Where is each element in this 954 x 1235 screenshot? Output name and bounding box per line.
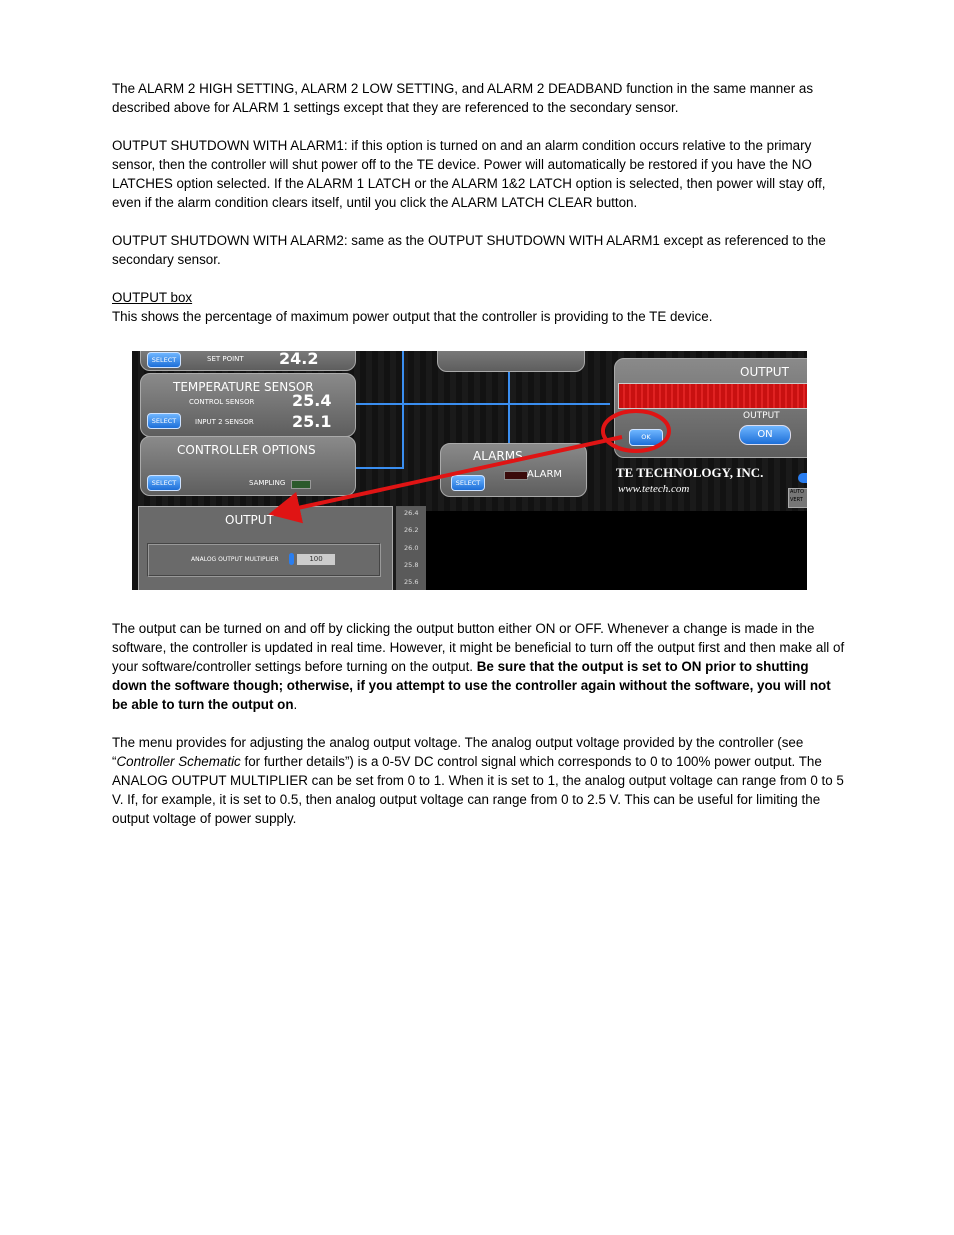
- annotation-overlay: [132, 351, 807, 590]
- paragraph-output-toggle: The output can be turned on and off by clicking the output button either ON or OFF. Whenever a change is made in the software, the controller is updated in real time. However, it might be beneficial to turn off the output first and then make all of your software/controller settings before turning on the output. Be sure that the output is set to ON prior to shutting down the software though; otherwise, if you attempt to use the controller again without the software, you will not be able to turn the output on.: [112, 621, 845, 712]
- controller-options-select-button[interactable]: SELECT: [147, 475, 181, 491]
- temperature-sensor-select-button[interactable]: SELECT: [147, 413, 181, 429]
- set-point-value: 24.2: [279, 351, 319, 368]
- output-on-toggle[interactable]: ON: [739, 425, 791, 445]
- red-arrow: [284, 437, 622, 511]
- alarm-label: ALARM: [527, 469, 563, 480]
- red-circle-highlight: [603, 411, 669, 451]
- input2-sensor-label: INPUT 2 SENSOR: [195, 418, 254, 426]
- sampling-label: SAMPLING: [249, 479, 286, 487]
- alarms-title: ALARMS: [473, 449, 523, 463]
- company-website: www.tetech.com: [618, 483, 690, 495]
- output-box-title: OUTPUT: [225, 513, 274, 527]
- paragraph-output-box: This shows the percentage of maximum power output that the controller is providing to the TE device.: [112, 309, 713, 324]
- multiplier-input[interactable]: 100: [297, 554, 335, 565]
- temperature-sensor-title: TEMPERATURE SENSOR: [173, 380, 314, 394]
- y-tick: 26.2: [404, 526, 419, 534]
- multiplier-label: ANALOG OUTPUT MULTIPLIER: [191, 556, 279, 563]
- paragraph-shutdown-alarm1: OUTPUT SHUTDOWN WITH ALARM1: if this option is turned on and an alarm condition occurs relative to the primary sensor, then the controller will shut power off to the TE device. Power will automatically be restored if you have the NO LATCHES option selected. If the ALARM 1 LATCH or the ALARM 1&2 LATCH option is selected, then power will stay off, even if the alarm condition clears itself, until you click the ALARM LATCH CLEAR button.: [112, 138, 826, 210]
- set-point-label: SET POINT: [207, 355, 244, 363]
- control-sensor-value: 25.4: [292, 391, 332, 410]
- paragraph-analog-output: The menu provides for adjusting the analog output voltage. The analog output voltage provided by the controller (see “Controller Schematic for further details”) is a 0-5V DC control signal which corresponds to 0 to 100% power output. The ANALOG OUTPUT MULTIPLIER can be set from 0 to 1. When it is set to 1, the analog output voltage can range from 0 to 5 V. If, for example, it is set to 0.5, then analog output voltage can range from 0 to 2.5 V. This can be useful for limiting the output voltage of power supply.: [112, 735, 844, 826]
- vert-label: VERT: [790, 497, 803, 503]
- company-name: TE TECHNOLOGY, INC.: [616, 465, 764, 480]
- auto-label: AUTO: [790, 489, 805, 495]
- paragraph-shutdown-alarm2: OUTPUT SHUTDOWN WITH ALARM2: same as the OUTPUT SHUTDOWN WITH ALARM1 except as referenced to the secondary sensor.: [112, 233, 826, 267]
- y-tick: 26.4: [404, 509, 419, 517]
- controller-options-title: CONTROLLER OPTIONS: [177, 443, 316, 457]
- alarms-select-button[interactable]: SELECT: [451, 475, 485, 491]
- set-point-select-button[interactable]: SELECT: [147, 352, 181, 368]
- paragraph-alarm2: The ALARM 2 HIGH SETTING, ALARM 2 LOW SETTING, and ALARM 2 DEADBAND function in the same manner as described above for ALARM 1 settings except that they are referenced to the secondary sensor.: [112, 81, 814, 115]
- y-tick: 26.0: [404, 544, 419, 552]
- y-tick: 25.8: [404, 561, 419, 569]
- section-heading-output-box: OUTPUT box: [112, 290, 193, 305]
- output-panel-title: OUTPUT: [740, 365, 789, 379]
- control-sensor-label: CONTROL SENSOR: [189, 398, 255, 406]
- ok-button[interactable]: OK: [629, 429, 663, 446]
- y-tick: 25.6: [404, 578, 419, 586]
- input2-sensor-value: 25.1: [292, 412, 332, 431]
- software-screenshot: [132, 351, 807, 590]
- output-toggle-label: OUTPUT: [743, 411, 780, 421]
